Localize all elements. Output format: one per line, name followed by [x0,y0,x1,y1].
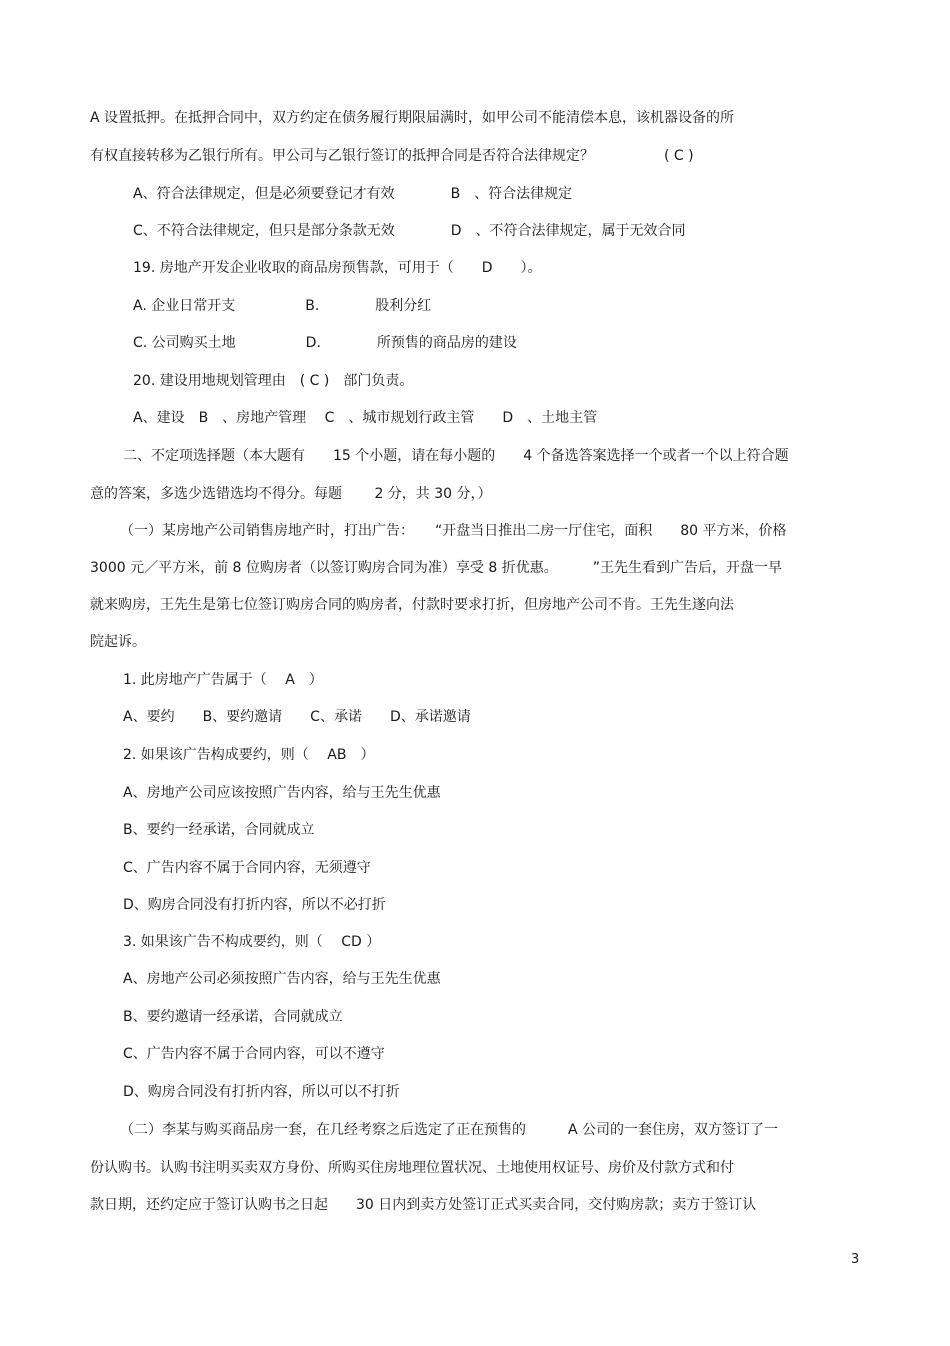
option-line: C、广告内容不属于合同内容，可以不遵守 [123,1046,385,1062]
option-line: C. 公司购买土地 D. 所预售的商品房的建设 [133,335,517,351]
option-line: C、不符合法律规定，但只是部分条款无效 D 、不符合法律规定，属于无效合同 [133,223,686,239]
text-line: 院起诉。 [90,634,146,650]
option-line: D、购房合同没有打折内容，所以不必打折 [123,897,386,913]
question-line: 3. 如果该广告不构成要约，则（ CD ） [123,934,381,950]
option-line: C、广告内容不属于合同内容，无须遵守 [123,860,371,876]
option-line: B、要约一经承诺，合同就成立 [123,822,315,838]
option-line: A、要约 B、要约邀请 C、承诺 D、承诺邀请 [123,709,471,725]
option-line: A、房地产公司必须按照广告内容，给与王先生优惠 [123,971,441,987]
option-line: D、购房合同没有打折内容，所以可以不打折 [123,1084,400,1100]
text-line: 3000 元／平方米，前 8 位购房者（以签订购房合同为准）享受 8 折优惠。 ”王先生看到广告后，开盘一早 [90,560,782,576]
option-line: A、建设 B 、房地产管理 C 、城市规划行政主管 D 、土地主管 [133,410,598,426]
question-line: 19. 房地产开发企业收取的商品房预售款，可用于（ D ）。 [133,260,542,276]
text-line: 款日期，还约定应于签订认购书之日起 30 日内到卖方处签订正式买卖合同，交付购房款；卖方于签订认 [90,1197,757,1213]
text-line: A 设置抵押。在抵押合同中，双方约定在债务履行期限届满时，如甲公司不能清偿本息，该机器设备的所 [90,110,735,126]
option-line: A、房地产公司应该按照广告内容，给与王先生优惠 [123,785,441,801]
page-number: 3 [851,1252,860,1267]
text-line: 有权直接转移为乙银行所有。甲公司与乙银行签订的抵押合同是否符合法律规定？ ( C ) [90,148,694,164]
question-line: 2. 如果该广告构成要约，则（ AB ） [123,747,375,763]
question-line: 20. 建设用地规划管理由 ( C ) 部门负责。 [133,373,414,389]
option-line: A. 企业日常开支 B. 股利分红 [133,298,432,314]
option-line: B、要约邀请一经承诺，合同就成立 [123,1009,343,1025]
option-line: A、符合法律规定，但是必须要登记才有效 B 、符合法律规定 [133,186,573,202]
section-heading: 二、不定项选择题（本大题有 15 个小题，请在每小题的 4 个备选答案选择一个或者一个以上符合题 [123,448,789,464]
text-line: 份认购书。认购书注明买卖双方身份、所购买住房地理位置状况、土地使用权证号、房价及付款方式和付 [90,1160,734,1176]
question-line: 1. 此房地产广告属于（ A ） [123,672,323,688]
text-line: （二）李某与购买商品房一套，在几经考察之后选定了正在预售的 A 公司的一套住房，双方签订了一 [120,1122,779,1138]
text-line: （一）某房地产公司销售房地产时，打出广告： “开盘当日推出二房一厅住宅，面积 80 平方米，价格 [120,523,787,539]
text-line: 意的答案，多选少选错选均不得分。每题 2 分，共 30 分，） [90,486,492,502]
text-line: 就来购房，王先生是第七位签订购房合同的购房者，付款时要求打折，但房地产公司不肯。王先生遂向法 [90,597,734,613]
